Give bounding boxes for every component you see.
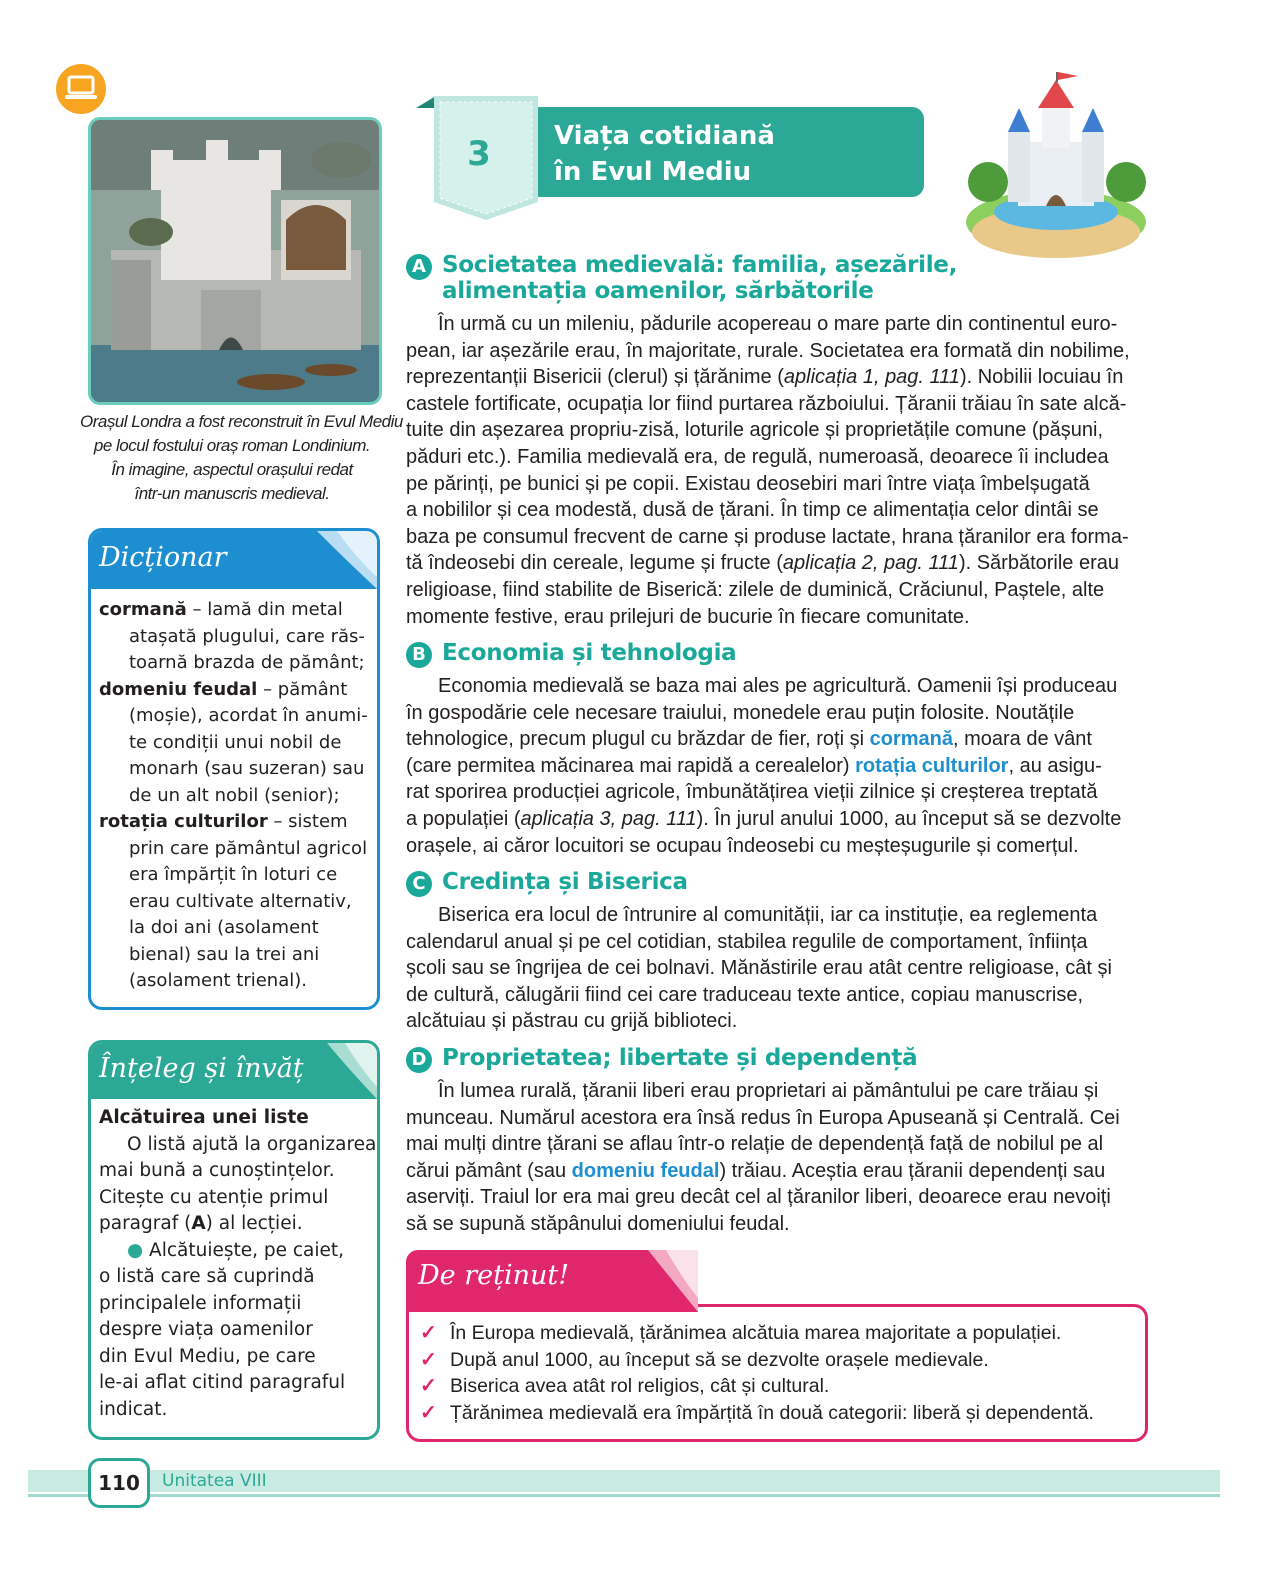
term: rotația culturilor (99, 811, 268, 832)
paragraph-line: orașele, ai căror locuitori se ocupau îndeosebi cu meșteșugurile și comerțul. (406, 834, 1079, 857)
definition: – sistem (267, 811, 348, 832)
paragraph-line: religioase, fiind stabilite de Biserică: zilele de duminică, Crăciunul, Paștele, alte (406, 578, 1105, 601)
section-b-heading (406, 640, 966, 672)
text: ) al lecției. (205, 1213, 303, 1234)
page-curl-icon (642, 1250, 698, 1312)
remember-title: De reținut! (418, 1260, 570, 1291)
paragraph-line: castele fortificate, ocupația lor fiind purtarea războiului. Țăranii trăiau în sate alcă- (406, 392, 1127, 415)
learn-line: O listă ajută la organizarea (127, 1133, 377, 1155)
definition-line: (asolament trienal). (129, 970, 307, 991)
checkmark-icon: ✓ (420, 1348, 437, 1371)
remember-item (420, 1373, 1140, 1400)
glossary-link-rotatia[interactable]: rotația culturilor (855, 754, 1009, 777)
lesson-title-line: în Evul Mediu (554, 157, 752, 187)
section-badge: A (406, 254, 432, 280)
section-title: Credința și Biserica (442, 869, 688, 895)
laptop-icon (56, 64, 106, 114)
definition-line: atașată plugului, care răs- (129, 625, 365, 647)
text: ). În jurul anului 1000, au început să se dezvolte (696, 807, 1122, 830)
definition-line: era împărțit în loturi ce (129, 864, 338, 885)
text: Alcătuiește, pe caiet, (143, 1239, 345, 1261)
text: a populației ( (406, 807, 521, 830)
dictionary-entry-rotatia (99, 809, 371, 836)
definition-line: toarnă brazda de pământ; (129, 652, 365, 673)
unit-label: Unitatea VIII (162, 1471, 267, 1491)
learn-line: Citește cu atenție primul (99, 1186, 329, 1208)
reference: aplicația 3, pag. 111 (520, 807, 697, 830)
paragraph-line: Economia medievală se baza mai ales pe agricultură. Oamenii își produceau (438, 675, 1118, 697)
paragraph-line (406, 1158, 1146, 1185)
text: (care permitea măcinarea mai rapidă a cerealelor) (406, 754, 856, 777)
reference: aplicația 2, pag. 111 (782, 552, 959, 575)
text: ). Sărbătorile erau (958, 552, 1120, 575)
definition-line: de un alt nobil (senior); (129, 784, 340, 806)
section-badge: C (406, 871, 432, 897)
remember-item (420, 1347, 1140, 1374)
text: Țărănimea medievală era împărțită în două categorii: liberă și dependentă. (450, 1401, 1094, 1424)
text: tehnologice, precum plugul cu brăzdar de fier, roți și (406, 728, 870, 751)
definition: – pământ (257, 678, 348, 700)
text: ) trăiau. Aceștia erau țăranii dependenți sau (719, 1159, 1106, 1182)
section-title: Economia și tehnologia (442, 640, 737, 666)
definition-line: bienal) sau la trei ani (129, 943, 320, 965)
paragraph-line: calendarul anual și pe cel cotidian, stabilea regulile de comportament, înființa (406, 930, 1088, 953)
text: , au asigu- (1008, 754, 1102, 777)
checkmark-icon: ✓ (420, 1401, 437, 1424)
paragraph-line: păduri etc.). Familia medievală era, de regulă, numeroasă, deoarece îi includea (406, 445, 1109, 468)
remember-list (420, 1320, 1140, 1426)
paragraph-line: rat sporirea producției agricole, îmbunătățirea vieții zilnice și creșterea treptată (406, 781, 1098, 804)
paragraph-line: școli sau se îngrijea de cei bolnavi. Mănăstirile erau atât centre religioase, cât și (406, 957, 1112, 980)
section-badge: B (406, 642, 432, 668)
checkmark-icon: ✓ (420, 1375, 437, 1398)
section-a-paragraph (406, 311, 1146, 630)
paragraph-line: aserviți. Traiul lor era mai greu decât cel al țăranilor liberi, deoarece erau nevoiți (406, 1186, 1111, 1209)
learn-header (91, 1043, 377, 1099)
dictionary-entry-cormana (99, 597, 371, 624)
learn-line: principalele informații (99, 1292, 302, 1314)
paragraph-line: de cultură, călugării fiind cei care traduceau texte antice, copiau manuscrise, (406, 983, 1084, 1006)
remember-item (420, 1400, 1140, 1427)
paragraph-line (406, 364, 1146, 391)
text: În Europa medievală, țărănimea alcătuia marea majoritate a populației. (450, 1322, 1062, 1344)
checkmark-icon: ✓ (420, 1322, 437, 1344)
text: Biserica avea atât rol religios, cât și cultural. (450, 1375, 830, 1398)
text: ). Nobilii locuiau în (959, 366, 1124, 389)
page-curl-icon (317, 1043, 377, 1099)
learn-line: o listă care să cuprindă (99, 1266, 315, 1287)
paragraph-line: Biserica era locul de întrunire al comunității, iar ca instituție, ea reglementa (438, 904, 1098, 926)
learn-line: mai bună a cunoștințelor. (99, 1160, 335, 1181)
paragraph-line (406, 726, 1146, 753)
footer-line (28, 1494, 1220, 1497)
text: reprezentanții Bisericii (clerul) și țărănime ( (406, 366, 784, 389)
learn-content (99, 1105, 377, 1423)
section-d-paragraph (406, 1078, 1146, 1238)
paragraph-line: pean, iar așezările erau, în majoritate, rurale. Societatea era formată din nobilime, (406, 339, 1130, 362)
text: tă îndeosebi din cereale, legume și fructe ( (406, 552, 783, 575)
bullet-icon: ● (127, 1239, 144, 1261)
page-curl-icon (307, 531, 377, 589)
dictionary-entries (99, 597, 371, 995)
dictionary-box (88, 528, 380, 1010)
section-b-paragraph (406, 673, 1146, 859)
device-badge (56, 64, 106, 114)
lesson-title-line: Viața cotidiană (554, 121, 775, 151)
lesson-number: 3 (467, 134, 491, 174)
term: cormană (99, 599, 187, 620)
definition-line: (moșie), acordat în anumi- (129, 705, 368, 726)
section-title: Proprietatea; libertate și dependență (442, 1045, 918, 1071)
learn-line (99, 1211, 373, 1238)
learn-task (99, 1238, 373, 1265)
paragraph-line: pe părinți, pe bunici și pe copii. Existau deosebiri mari între viața îmbelșugată (406, 472, 1090, 495)
learn-title: Înțeleg și învăț (99, 1053, 304, 1084)
text: paragraf ( (99, 1213, 192, 1234)
castle-icon (958, 72, 1154, 262)
section-title: alimentația oamenilor, sărbătorile (442, 278, 874, 304)
paragraph-line (406, 550, 1146, 577)
paragraph-line (406, 753, 1146, 780)
paragraph-line: În urmă cu un mileniu, pădurile acopereau o mare parte din continentul euro- (438, 313, 1118, 335)
dictionary-title: Dicționar (99, 542, 227, 573)
section-c-paragraph (406, 902, 1146, 1035)
learn-line: din Evul Mediu, pe care (99, 1345, 316, 1367)
caption-line: pe locul fostului oraș roman Londinium. (93, 436, 371, 455)
section-c-heading (406, 869, 966, 901)
caption-line: Orașul Londra a fost reconstruit în Evul Mediu (80, 412, 403, 431)
remember-item (420, 1320, 1140, 1347)
text: A (191, 1213, 206, 1234)
image-caption (80, 410, 403, 506)
definition-line: prin care pământul agricol (129, 837, 368, 859)
term: domeniu feudal (99, 678, 258, 700)
paragraph-line: alcătuiau și păstrau cu grijă biblioteci. (406, 1010, 738, 1033)
caption-line: într-un manuscris medieval. (134, 484, 330, 503)
glossary-link-cormana[interactable]: cormană (869, 728, 953, 751)
london-manuscript-image (88, 117, 382, 405)
section-d-heading (406, 1045, 966, 1077)
learn-subtitle: Alcătuirea unei liste (99, 1107, 309, 1128)
section-a-heading (406, 252, 966, 308)
text: cărui pământ (sau (406, 1159, 572, 1182)
caption-line: În imagine, aspectul orașului redat (111, 460, 353, 479)
paragraph-line: în gospodărie cele necesare traiului, monedele erau puțin folosite. Noutățile (406, 701, 1075, 724)
definition-line: te condiții unui nobil de (129, 731, 342, 753)
paragraph-line: În lumea rurală, țăranii liberi erau proprietari ai pământului pe care trăiau și (438, 1080, 1099, 1102)
definition-line: erau cultivate alternativ, (129, 890, 352, 912)
section-badge: D (406, 1047, 432, 1073)
definition-line: la doi ani (asolament (129, 917, 319, 938)
section-title: Societatea medievală: familia, așezările, (442, 252, 958, 278)
dictionary-entry-domeniu (99, 677, 371, 704)
definition: – lamă din metal (186, 599, 343, 620)
paragraph-line: munceau. Numărul acestora era însă redus în Europa Apuseană și Centrală. Cei (406, 1106, 1120, 1129)
paragraph-line: tuite din așezarea propriu-zisă, loturile agricole și proprietățile comune (pășuni, (406, 419, 1104, 442)
lesson-title (554, 118, 775, 190)
paragraph-line: baza pe consumul frecvent de carne și produse lactate, hrana țăranilor era forma- (406, 525, 1129, 548)
dictionary-header (91, 531, 377, 589)
learn-box (88, 1040, 380, 1440)
paragraph-line (406, 806, 1146, 833)
definition-line: monarh (sau suzeran) sau (129, 758, 365, 779)
paragraph-line: să se supună stăpânului domeniului feudal. (406, 1212, 790, 1235)
learn-line: despre viața oamenilor (99, 1319, 313, 1340)
text: După anul 1000, au început să se dezvolte orașele medievale. (450, 1348, 989, 1371)
reference: aplicația 1, pag. 111 (783, 366, 960, 389)
text: , moara de vânt (952, 728, 1092, 751)
page-number: 110 (88, 1458, 150, 1508)
learn-line: indicat. (99, 1398, 168, 1420)
paragraph-line: a nobililor și cea modestă, dusă de țărani. În timp ce alimentația celor dintâi se (406, 499, 1099, 522)
learn-line: le-ai aflat citind paragraful (99, 1372, 346, 1393)
paragraph-line: momente festive, erau prilejuri de bucurie în fiecare comunitate. (406, 605, 970, 628)
glossary-link-domeniu[interactable]: domeniu feudal (571, 1159, 720, 1182)
paragraph-line: mai mulți dintre țărani se aflau într-o relație de dependență față de nobilul pe al (406, 1133, 1104, 1156)
